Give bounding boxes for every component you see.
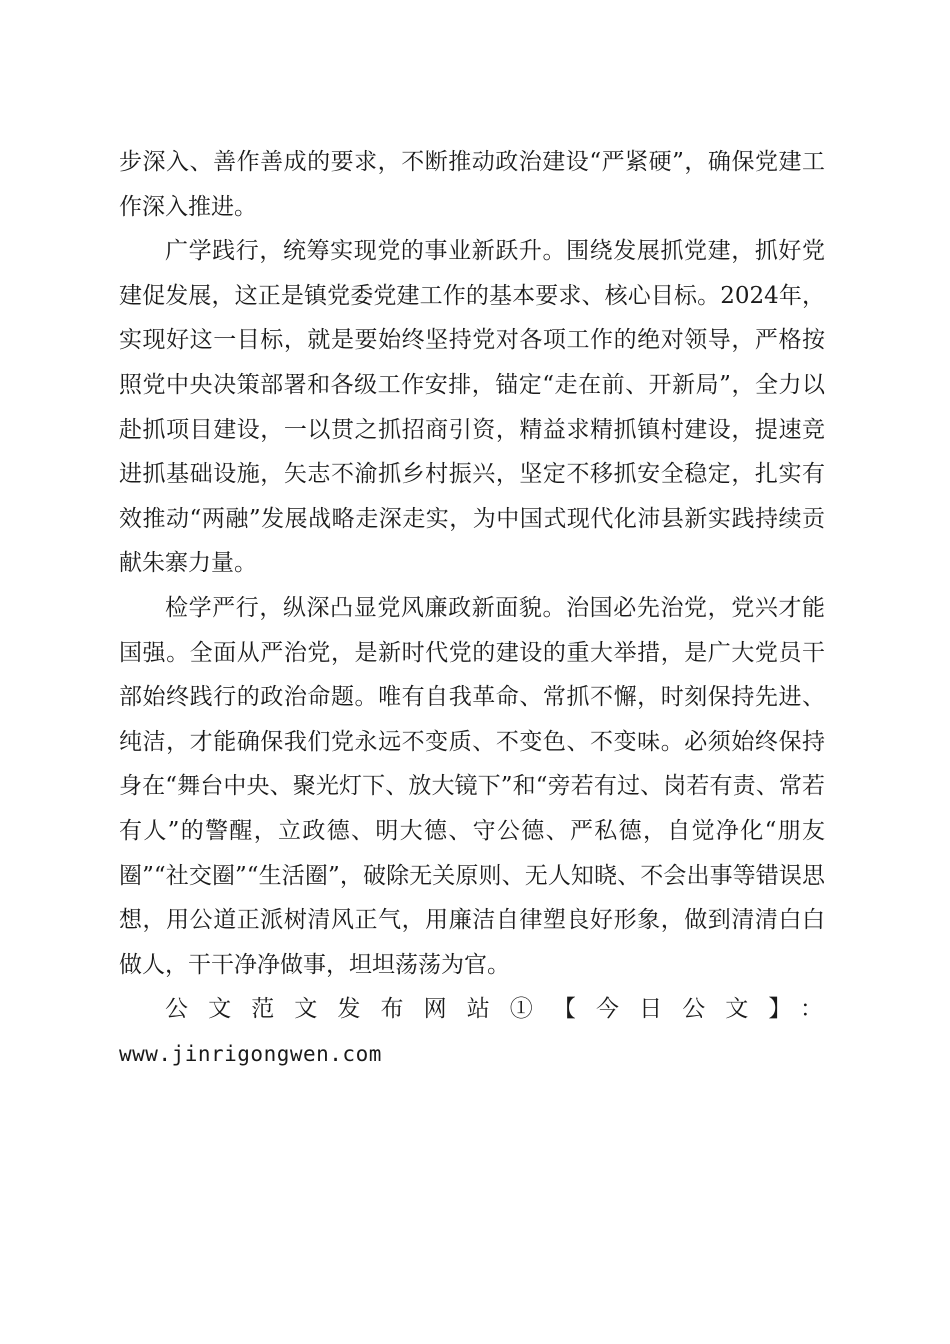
footer-site-url[interactable]: www.jinrigongwen.com	[119, 1041, 382, 1066]
paragraph-continuation: 步深入、善作善成的要求，不断推动政治建设“严紧硬”，确保党建工作深入推进。	[119, 149, 825, 220]
paragraph-party-building-development: 广学践行，统筹实现党的事业新跃升。围绕发展抓党建，抓好党建促发展，这正是镇党委党建工作的基本要求、核心目标。2024年，实现好这一目标，就是要始终坚持党对各项工作的绝对领导，严格按照党中央决策部署和各级工作安排，锚定“走在前、开新局”，全力以赴抓项目建设，一以贯之抓招商引资，精益求精抓镇村建设，提速竞进抓基础设施，矢志不渝抓乡村振兴，坚定不移抓安全稳定，扎实有效推动“两融”发展战略走深走实，为中国式现代化沛县新实践持续贡献朱寨力量。	[119, 238, 825, 577]
document-body	[119, 140, 825, 1076]
paragraph-clean-governance: 检学严行，纵深凸显党风廉政新面貌。治国必先治党，党兴才能国强。全面从严治党，是新时代党的建设的重大举措，是广大党员干部始终践行的政治命题。唯有自我革命、常抓不懈，时刻保持先进、纯洁，才能确保我们党永远不变质、不变色、不变味。必须始终保持身在“舞台中央、聚光灯下、放大镜下”和“旁若有过、岗若有责、常若有人”的警醒，立政德、明大德、守公德、严私德，自觉净化“朋友圈”“社交圈”“生活圈”，破除无关原则、无人知晓、不会出事等错误思想，用公道正派树清风正气，用廉洁自律塑良好形象，做到清清白白做人，干干净净做事，坦坦荡荡为官。	[119, 594, 825, 978]
footer-site-label: 公文范文发布网站①【今日公文】：	[165, 996, 825, 1023]
